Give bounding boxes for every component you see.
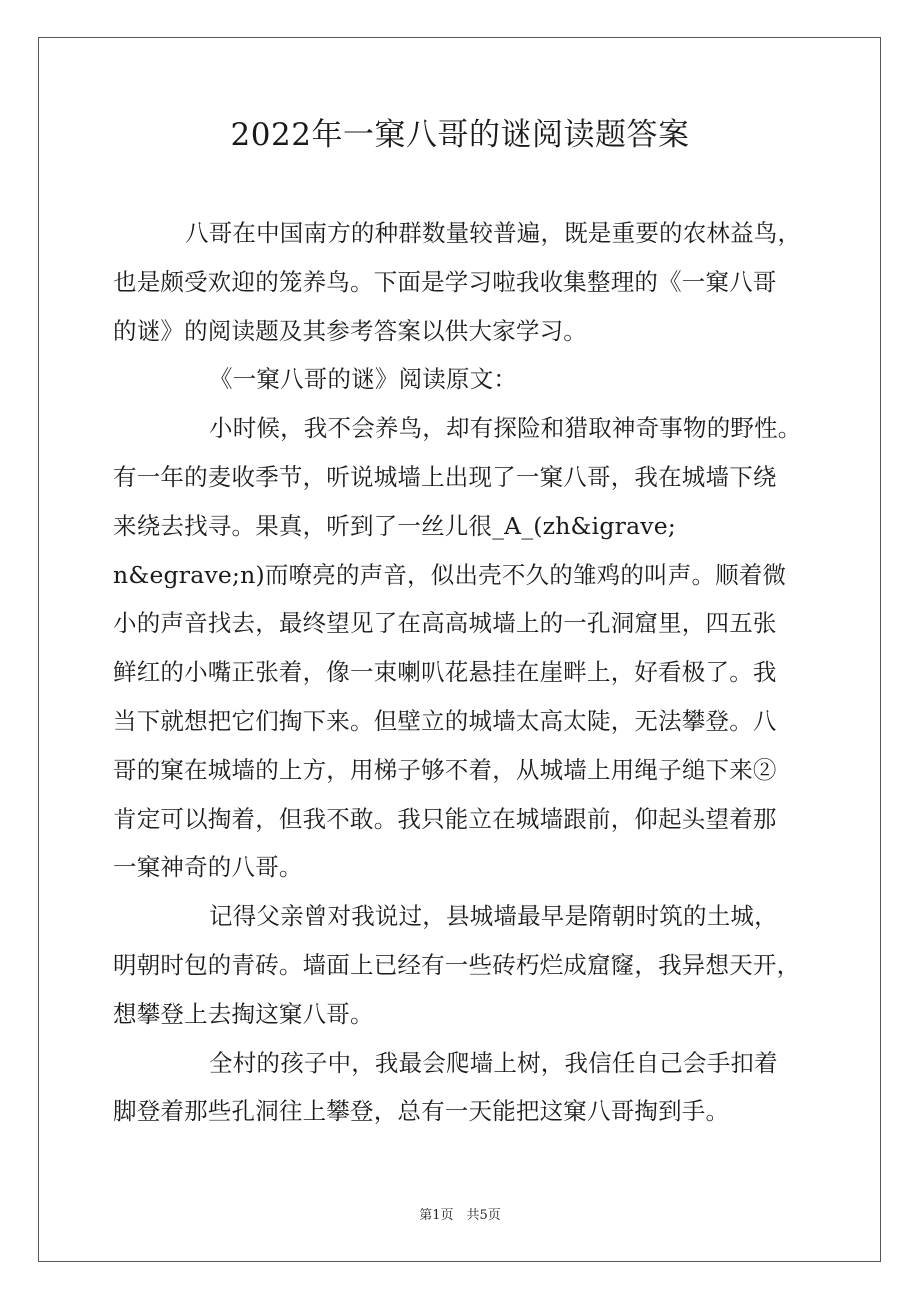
text-line: 记得父亲曾对我说过，县城墙最早是隋朝时筑的土城， [209, 902, 778, 931]
text-line: 小时候，我不会养鸟，却有探险和猎取神奇事物的野性。 [209, 414, 802, 443]
text-line: 鲜红的小嘴正张着，像一束喇叭花悬挂在崖畔上，好看极了。我 [113, 658, 777, 687]
text-line: 肯定可以掏着，但我不敢。我只能立在城墙跟前，仰起头望着那 [113, 804, 777, 833]
text-line: 来绕去找寻。果真，听到了一丝儿很_A_(zh&igrave; [113, 511, 676, 540]
text-line: 的谜》的阅读题及其参考答案以供大家学习。 [113, 316, 587, 345]
text-line: 《一窠八哥的谜》阅读原文： [209, 365, 518, 394]
text-line: 当下就想把它们掏下来。但壁立的城墙太高太陡，无法攀登。八 [113, 706, 777, 735]
text-line: n&egrave;n)而嘹亮的声音，似出壳不久的雏鸡的叫声。顺着微 [113, 560, 787, 589]
text-line: 明朝时包的青砖。墙面上已经有一些砖朽烂成窟窿，我异想天开， [113, 950, 801, 979]
document-title: 2022年一窠八哥的谜阅读题答案 [230, 117, 690, 153]
text-line: 有一年的麦收季节，听说城墙上出现了一窠八哥，我在城墙下绕 [113, 462, 777, 491]
text-line: 脚登着那些孔洞往上攀登，总有一天能把这窠八哥掏到手。 [113, 1097, 730, 1126]
document-body [113, 209, 818, 1136]
text-line: 哥的窠在城墙的上方，用梯子够不着，从城墙上用绳子缒下来② [113, 755, 777, 784]
text-line: 小的声音找去，最终望见了在高高城墙上的一孔洞窟里，四五张 [113, 609, 777, 638]
text-line: 全村的孩子中，我最会爬墙上树，我信任自己会手扣着 [209, 1048, 778, 1077]
text-line: 一窠神奇的八哥。 [113, 853, 303, 882]
text-line: 想攀登上去掏这窠八哥。 [113, 999, 374, 1028]
page-footer: 第1页 共5页 [419, 1208, 501, 1223]
text-line: 八哥在中国南方的种群数量较普遍，既是重要的农林益鸟， [185, 219, 802, 247]
text-line: 也是颇受欢迎的笼养鸟。下面是学习啦我收集整理的《一窠八哥 [113, 267, 777, 296]
